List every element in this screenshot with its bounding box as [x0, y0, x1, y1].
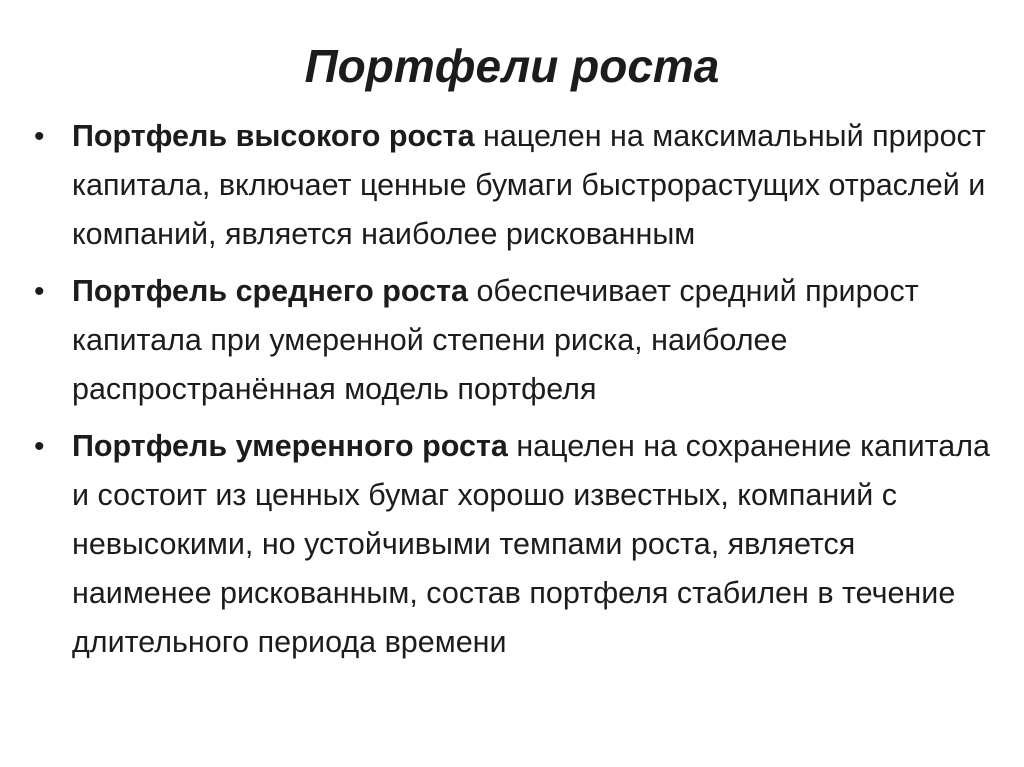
bullet-list	[34, 112, 1000, 675]
bullet-lead-text: Портфель умеренного роста	[72, 429, 508, 463]
bullet-item-medium-growth	[34, 267, 1000, 414]
bullet-body-text: нацелен на максимальный прирост капитала, включает ценные бумаги быстрорастущих отраслей и компаний, является наиболее рискованным	[72, 119, 986, 251]
bullet-body-text: нацелен на сохранение капитала и состоит из ценных бумаг хорошо известных, компаний с невысокими, но устойчивыми темпами роста, является наименее рискованным, состав портфеля стабилен в течение длительного периода времени	[72, 429, 990, 659]
bullet-body-text: обеспечивает средний прирост капитала при умеренной степени риска, наиболее распространённая модель портфеля	[72, 274, 919, 406]
bullet-marker: •	[34, 120, 45, 153]
bullet-lead-text: Портфель высокого роста	[72, 119, 475, 153]
bullet-marker: •	[34, 430, 45, 463]
bullet-lead-text: Портфель среднего роста	[72, 274, 468, 308]
bullet-item-moderate-growth	[34, 422, 1000, 667]
bullet-marker: •	[34, 275, 45, 308]
bullet-item-high-growth	[34, 112, 1000, 259]
slide-title: Портфели роста	[304, 40, 720, 92]
